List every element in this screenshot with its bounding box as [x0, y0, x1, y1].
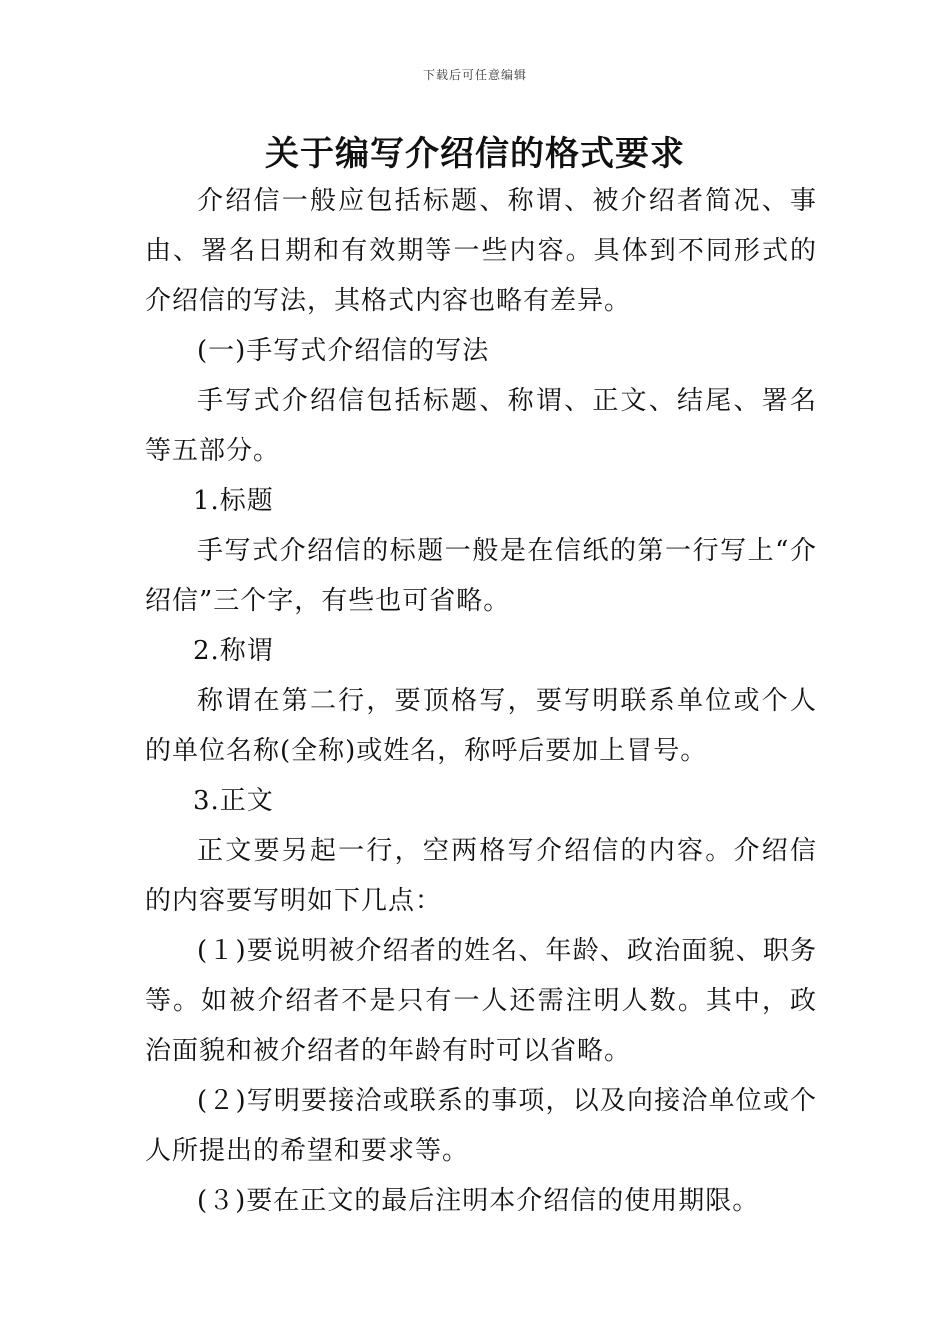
list-item-3: (３)要在正文的最后注明本介绍信的使用期限。: [197, 1186, 760, 1216]
document-body: [145, 176, 817, 1226]
intro-paragraph: 介绍信一般应包括标题、称谓、被介绍者简况、事由、署名日期和有效期等一些内容。具体到不同形式的介绍信的写法，其格式内容也略有差异。: [145, 186, 817, 316]
body-paragraph: 正文要另起一行，空两格写介绍信的内容。介绍信的内容要写明如下几点：: [145, 836, 817, 916]
list-item-1: (１)要说明被介绍者的姓名、年龄、政治面貌、职务等。如被介绍者不是只有一人还需注明人数。其中，政治面貌和被介绍者的年龄有时可以省略。: [145, 936, 817, 1066]
subheading-salutation: 2.称谓: [193, 636, 274, 666]
salutation-paragraph: 称谓在第二行，要顶格写，要写明联系单位或个人的单位名称(全称)或姓名，称呼后要加上冒号。: [145, 686, 817, 766]
subheading-body: 3.正文: [193, 786, 274, 816]
list-item-2: (２)写明要接洽或联系的事项，以及向接洽单位或个人所提出的希望和要求等。: [145, 1086, 817, 1166]
section-heading-handwritten: (一)手写式介绍信的写法: [197, 336, 490, 366]
handwritten-parts-paragraph: 手写式介绍信包括标题、称谓、正文、结尾、署名等五部分。: [145, 386, 817, 466]
title-paragraph: 手写式介绍信的标题一般是在信纸的第一行写上“介绍信”三个字，有些也可省略。: [145, 536, 817, 616]
document-title: 关于编写介绍信的格式要求: [265, 134, 685, 174]
subheading-title: 1.标题: [193, 486, 274, 516]
header-note: 下载后可任意编辑: [422, 68, 527, 82]
